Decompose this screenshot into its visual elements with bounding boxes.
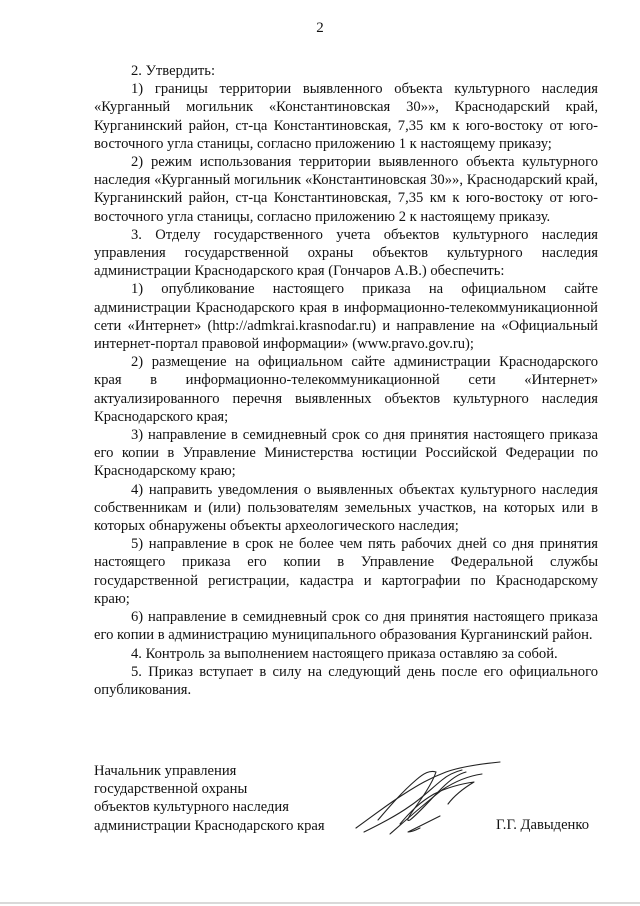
paragraph-order-item-4: 4) направить уведомления о выявленных объектах культурного наследия собственникам и (или) пользователям земельных участков, на которых или в которых обнаружены объекты археологического наследия; <box>94 481 598 535</box>
paragraph-order-item-5: 5) направление в срок не более чем пять рабочих дней со дня принятия настоящего приказа его копии в Управление Федеральной службы государственной регистрации, кадастра и картографии по Краснодарскому краю; <box>94 536 598 607</box>
paragraph-department-order: 3. Отделу государственного учета объектов культурного наследия управления государственной охраны объектов культурного наследия администрации Краснодарского края (Гончаров А.В.) обеспечить: <box>94 226 598 280</box>
scan-edge-line <box>0 902 640 904</box>
paragraph-approve: 2. Утвердить: <box>131 63 216 79</box>
paragraph-approve-item-1: 1) границы территории выявленного объекта культурного наследия «Курганный могильник «Константиновская 30»», Краснодарский край, Курганинский район, ст-ца Константиновская, 7,35 км к юго-востоку от юго-восточного угла станицы, согласно приложению 1 к настоящему приказу; <box>94 81 598 152</box>
signatory-position-line: государственной охраны <box>94 781 248 798</box>
page-number: 2 <box>316 20 324 36</box>
paragraph-order-item-3: 3) направление в семидневный срок со дня принятия настоящего приказа его копии в Управление Министерства юстиции Российской Федерации по Краснодарскому краю; <box>94 427 598 480</box>
paragraph-order-item-1: 1) опубликование настоящего приказа на официальном сайте администрации Краснодарского края в информационно-телекоммуникационной сети «Интернет» (http://admkrai.krasnodar.ru) и направление на «Официальный интернет-портал правовой информации» (www.pravo.gov.ru); <box>94 281 598 353</box>
paragraph-order-item-2: 2) размещение на официальном сайте администрации Краснодарского края в информационно-телекоммуникационной сети «Интернет» актуализированного перечня выявленных объектов культурного наследия Краснодарского края; <box>94 354 598 425</box>
paragraph-approve-item-2: 2) режим использования территории выявленного объекта культурного наследия «Курганный могильник «Константиновская 30»», Краснодарский край, Курганинский район, ст-ца Константиновская, 7,35 км к юго-востоку от юго-восточного угла станицы, согласно приложению 2 к настоящему приказу. <box>94 154 598 225</box>
document-body <box>94 62 598 699</box>
signatory-position-line: Начальник управления <box>94 763 237 779</box>
signatory-position-line: администрации Краснодарского края <box>94 817 325 834</box>
signatory-name: Г.Г. Давыденко <box>496 817 590 833</box>
paragraph-effective: 5. Приказ вступает в силу на следующий день после его официального опубликования. <box>94 663 598 698</box>
handwritten-signature <box>350 758 510 838</box>
paragraph-order-item-6: 6) направление в семидневный срок со дня принятия настоящего приказа его копии в администрацию муниципального образования Курганинский район. <box>94 609 598 644</box>
paragraph-control: 4. Контроль за выполнением настоящего приказа оставляю за собой. <box>131 645 558 662</box>
signatory-position-line: объектов культурного наследия <box>94 799 289 816</box>
